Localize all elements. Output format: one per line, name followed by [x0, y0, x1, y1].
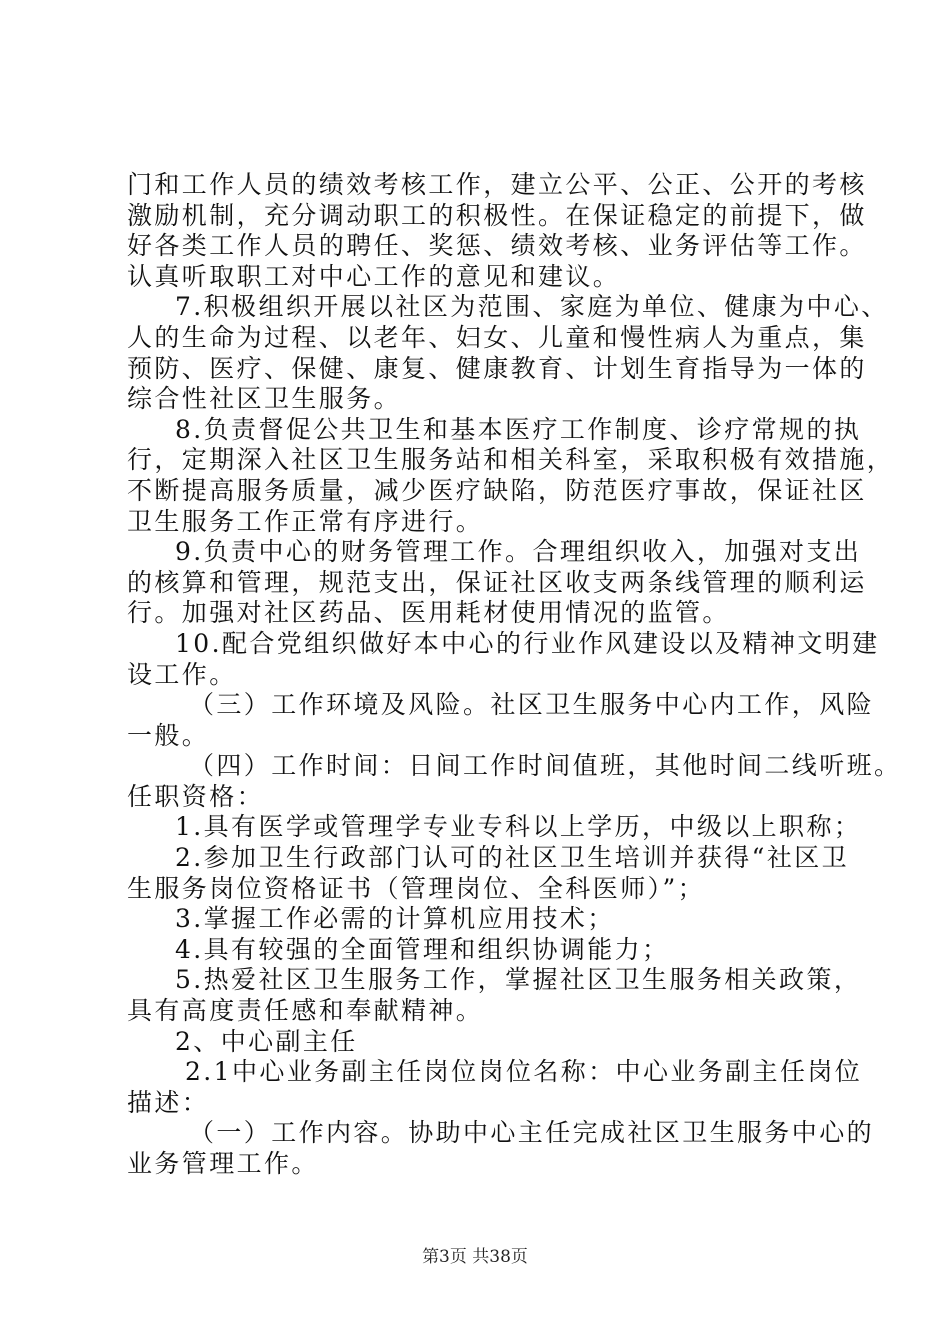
text-line: 设工作。: [127, 659, 237, 689]
text-line: （四）工作时间：日间工作时间值班，其他时间二线听班。: [189, 751, 902, 781]
text-line: 门和工作人员的绩效考核工作，建立公平、公正、公开的考核: [127, 170, 867, 199]
text-line: 不断提高服务质量，减少医疗缺陷，防范医疗事故，保证社区: [127, 475, 867, 505]
text-line: 具有高度责任感和奉献精神。: [127, 996, 484, 1026]
text-line: 3.掌握工作必需的计算机应用技术；: [175, 904, 615, 934]
text-line: （一）工作内容。协助中心主任完成社区卫生服务中心的: [189, 1118, 875, 1148]
text-line: 7.积极组织开展以社区为范围、家庭为单位、健康为中心、: [175, 292, 889, 322]
text-line: 好各类工作人员的聘任、奖惩、绩效考核、业务评估等工作。: [127, 231, 867, 261]
text-line: 1.具有医学或管理学专业专科以上学历，中级以上职称；: [175, 812, 862, 842]
text-line: 2.1中心业务副主任岗位岗位名称：中心业务副主任岗位: [185, 1057, 863, 1087]
text-line: 的核算和管理，规范支出，保证社区收支两条线管理的顺利运: [127, 567, 867, 597]
text-line: 卫生服务工作正常有序进行。: [127, 506, 484, 536]
text-line: 预防、医疗、保健、康复、健康教育、计划生育指导为一体的: [127, 353, 867, 383]
text-line: 综合性社区卫生服务。: [127, 384, 402, 414]
text-line: 一般。: [127, 720, 210, 750]
text-line: 8.负责督促公共卫生和基本医疗工作制度、诊疗常规的执: [175, 414, 862, 444]
text-line: 描述：: [127, 1087, 210, 1117]
text-line: 2、中心副主任: [175, 1026, 358, 1056]
document-body: [127, 170, 902, 1180]
text-line: 4.具有较强的全面管理和组织协调能力；: [175, 934, 670, 964]
text-line: 认真听取职工对中心工作的意见和建议。: [127, 261, 621, 291]
text-line: 2.参加卫生行政部门认可的社区卫生培训并获得“社区卫: [175, 843, 850, 873]
text-line: 激励机制，充分调动职工的积极性。在保证稳定的前提下，做: [127, 200, 867, 230]
page-footer: 第3页 共38页: [422, 1247, 528, 1267]
text-line: 5.热爱社区卫生服务工作，掌握社区卫生服务相关政策，: [175, 965, 862, 995]
text-line: 任职资格：: [127, 781, 265, 811]
text-line: 生服务岗位资格证书（管理岗位、全科医师）”；: [127, 873, 706, 903]
text-line: （三）工作环境及风险。社区卫生服务中心内工作，风险: [189, 690, 875, 720]
text-line: 业务管理工作。: [127, 1149, 319, 1178]
text-line: 9.负责中心的财务管理工作。合理组织收入，加强对支出: [175, 537, 862, 567]
text-line: 人的生命为过程、以老年、妇女、儿童和慢性病人为重点，集: [127, 322, 867, 352]
text-line: 行。加强对社区药品、医用耗材使用情况的监管。: [127, 598, 730, 628]
text-line: 10.配合党组织做好本中心的行业作风建设以及精神文明建: [175, 628, 880, 658]
text-line: 行，定期深入社区卫生服务站和相关科室，采取积极有效措施，: [127, 445, 895, 475]
